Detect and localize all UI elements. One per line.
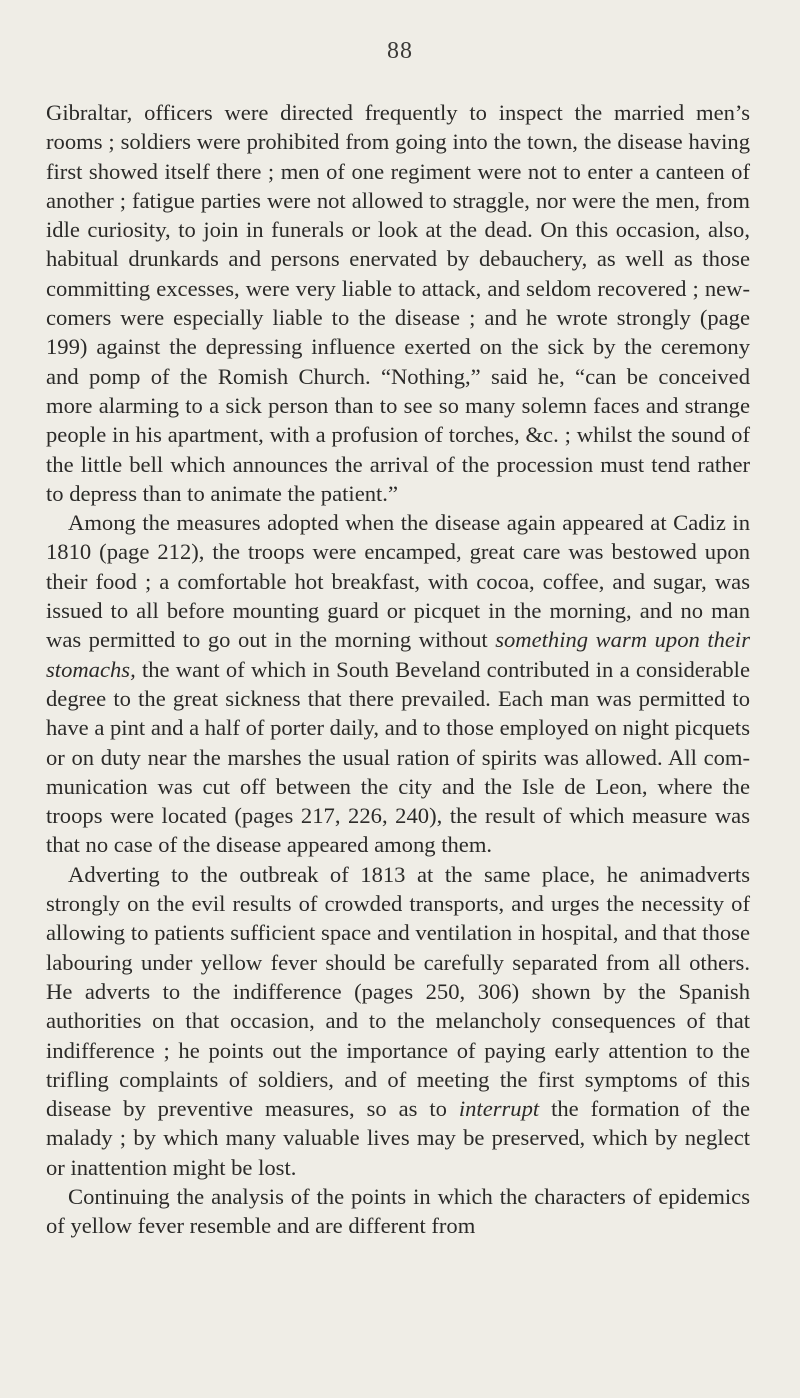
italic-text-segment: something warm upon their stomachs, xyxy=(46,627,750,682)
page-number: 88 xyxy=(387,38,413,64)
text-segment: Continuing the analysis of the points in which the characters of epidemics of yellow fever resemble and are different from xyxy=(46,1183,750,1239)
text-segment: Among the measures adopted when the disease again appeared at Cadiz in 1810 (page 212), the troops were encamped, great care was bestowed upon their food ; a comfortable hot breakfast, with cocoa, coffee, and sugar, was issued to all before mounting guard or picquet in the morning, and no man was permitted to go out in the morning without xyxy=(46,510,750,653)
text-segment: the formation of the malady ; by which many valuable lives may be preserved, which by neglect or inattention might be lost. xyxy=(46,1096,750,1180)
text-segment: Adverting to the outbreak of 1813 at the same place, he animadverts strongly on the evil results of crowded transports, and urges the necessity of allowing to patients sufficient space and ventilation in hospital, and that those labouring under yellow fever should be carefully separated from all others. He adverts to the indifference (pages 250, 306) shown by the Spanish authorities on that occasion, and to the melancholy consequences of that indifference ; he points out the importance of paying early attention to the trifling complaints of soldiers, and of meeting the first symptoms of this disease by preventive measures, so as to xyxy=(46,861,750,1122)
paragraph xyxy=(46,508,750,860)
paragraph xyxy=(46,1182,750,1241)
paragraph xyxy=(46,98,750,508)
text-segment: Gibraltar, officers were directed frequently to inspect the married men’s rooms ; soldiers were prohibited from going into the town, the disease having first showed itself there ; men of one regiment were not to enter a canteen of another ; fatigue parties were not allowed to straggle, nor were the men, from idle curiosity, to join in funerals or look at the dead. On this occasion, also, habitual drunkards and persons enervated by debauchery, as well as those committing excesses, were very liable to attack, and seldom recovered ; new-comers were especially liable to the disease ; and he wrote strongly (page 199) against the depressing influence exerted on the sick by the ceremony and pomp of the Romish Church. “Nothing,” said he, “can be conceived more alarming to a sick person than to see so many solemn faces and strange people in his apartment, with a profusion of torches, &c. ; whilst the sound of the little bell which announces the arrival of the procession must tend rather to depress than to animate the patient.” xyxy=(46,100,750,506)
text-segment: the want of which in South Beveland contributed in a considerable degree to the great sickness that there prevailed. Each man was permitted to have a pint and a half of porter daily, and to those employed on night picquets or on duty near the marshes the usual ration of spirits was allowed. All communication was cut off between the city and the Isle de Leon, where the troops were located (pages 217, 226, 240), the result of which measure was that no case of the disease appeared among them. xyxy=(46,656,750,858)
italic-text-segment: interrupt xyxy=(458,1096,540,1122)
paragraph xyxy=(46,860,750,1182)
page-text xyxy=(46,98,750,1241)
